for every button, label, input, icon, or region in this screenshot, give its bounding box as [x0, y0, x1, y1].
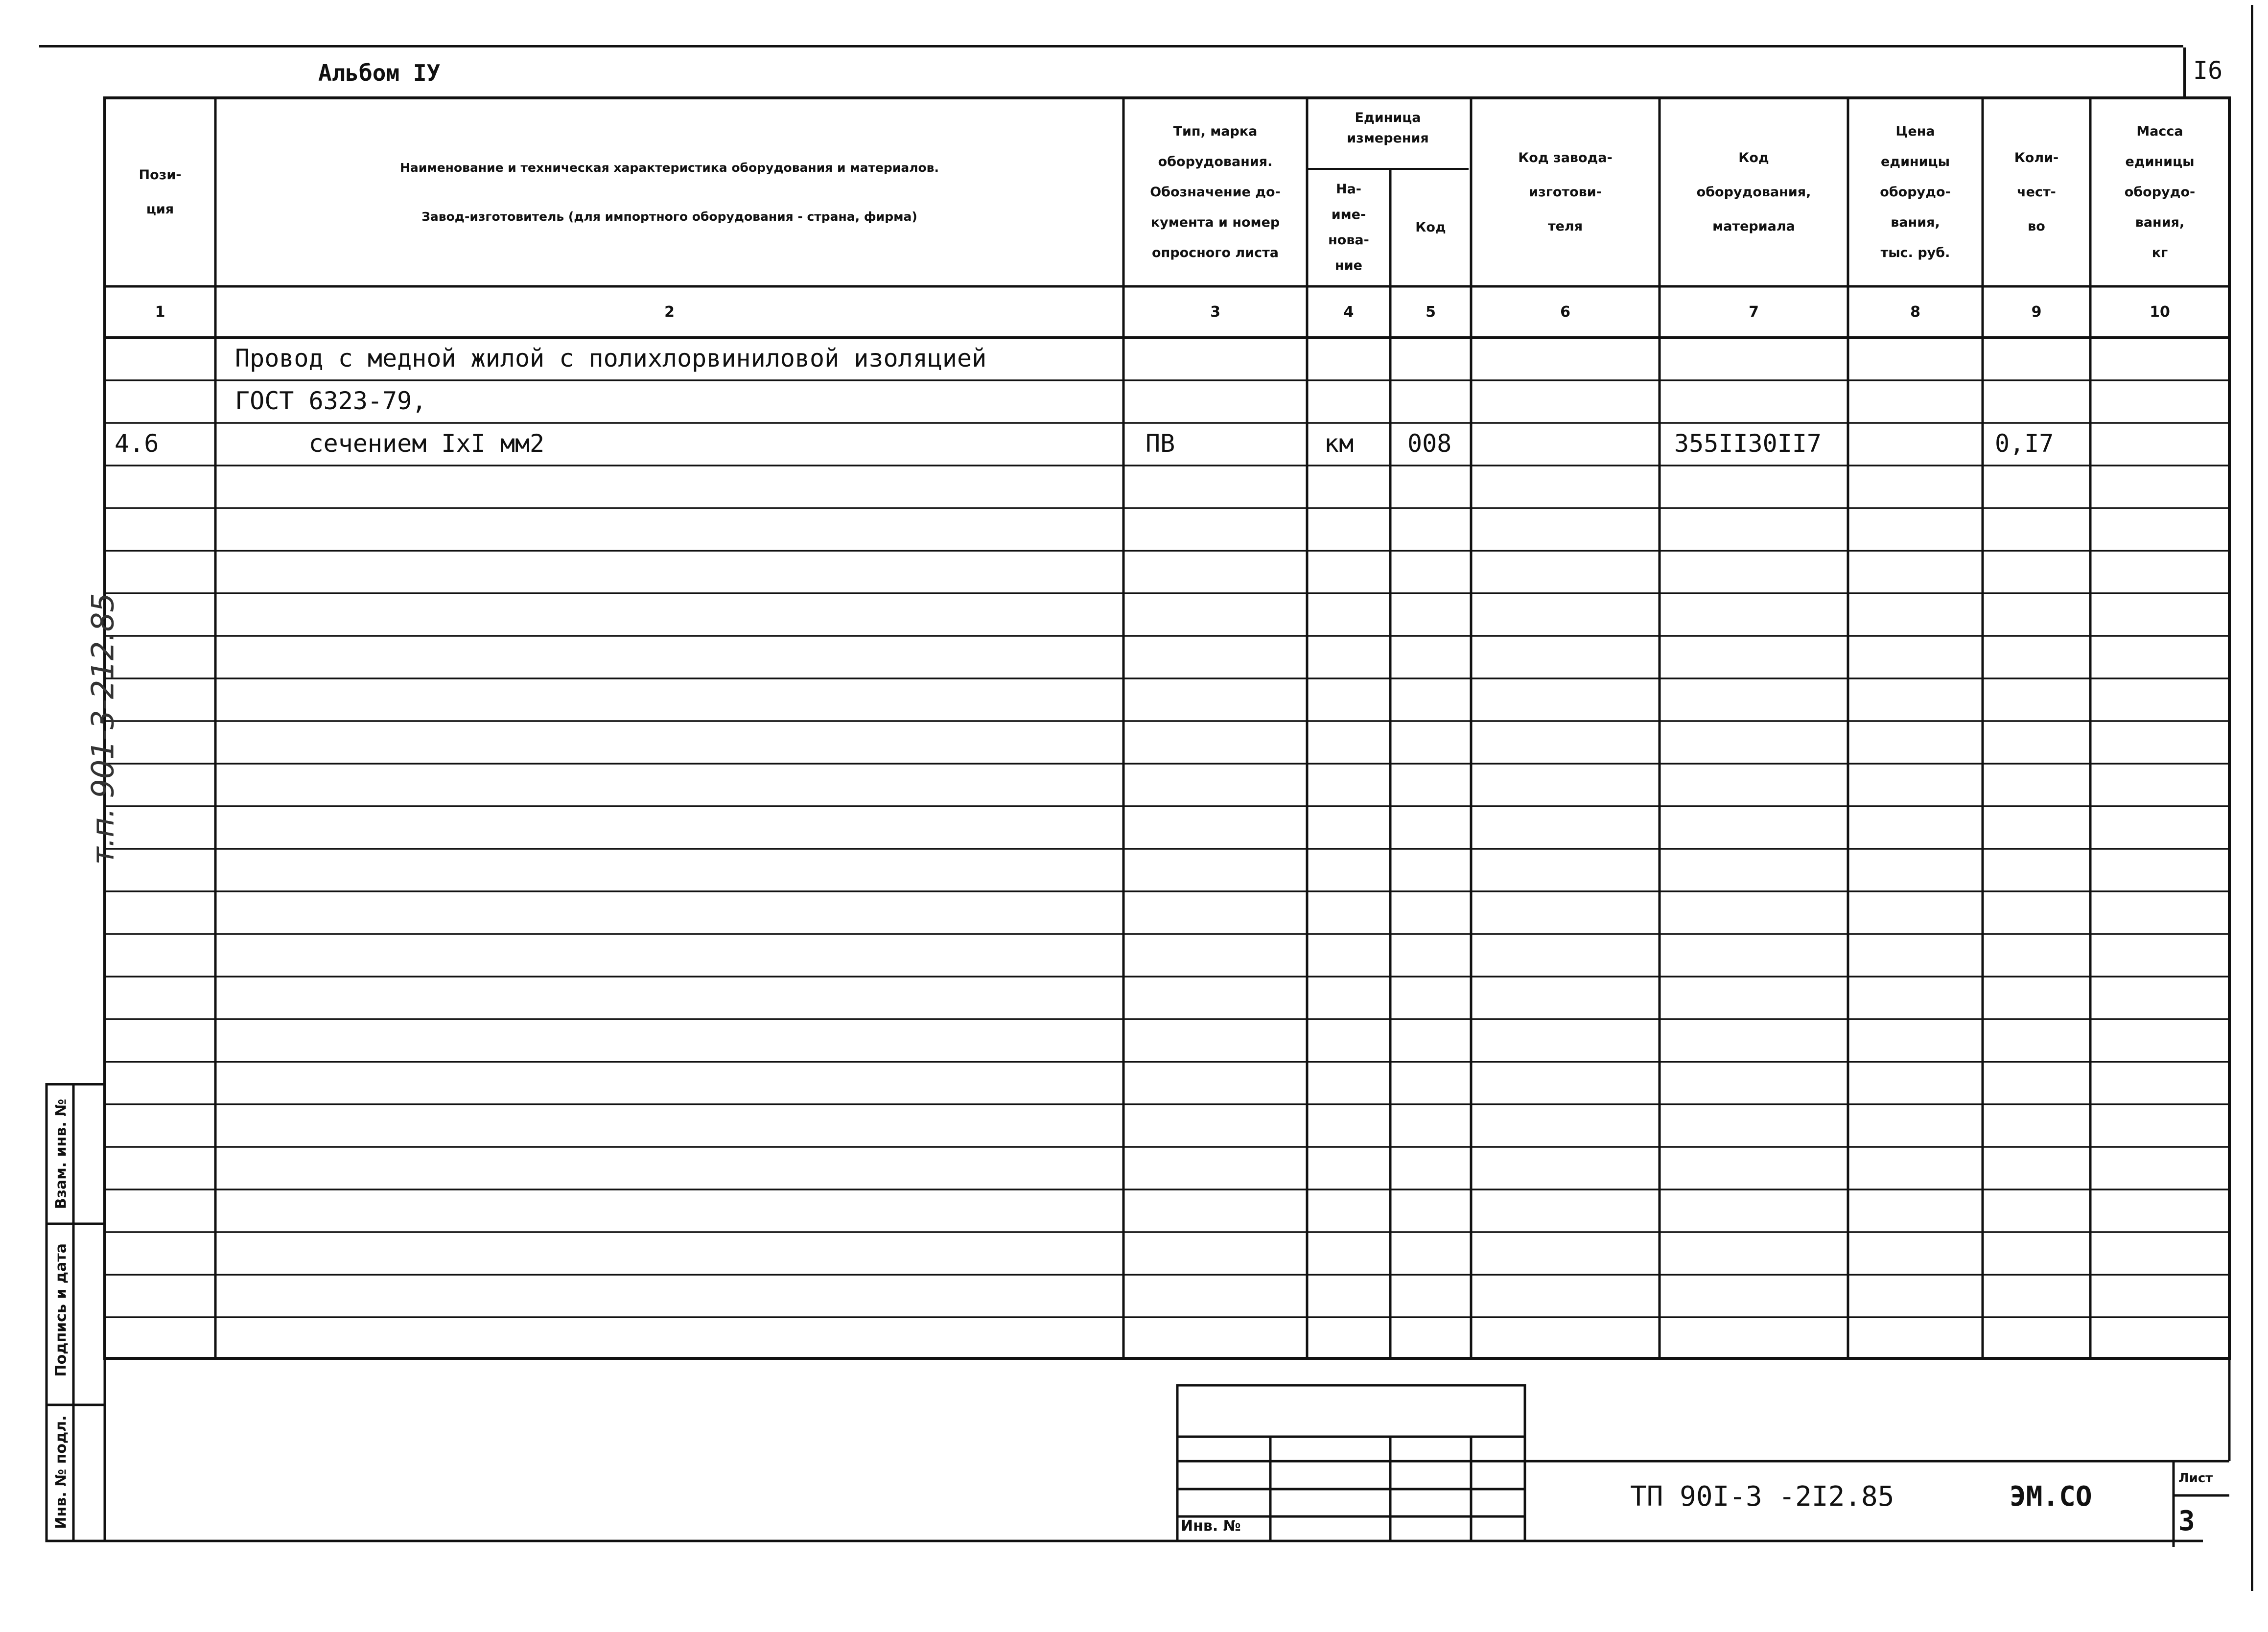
- column-header-line: Масса: [2136, 123, 2183, 139]
- unit-group-title: Единица измерения: [1347, 110, 1429, 146]
- column-header-line: единицы: [1880, 154, 1950, 169]
- column-header-line: Коли-: [2014, 150, 2059, 165]
- column-header-line: оборудо-: [1880, 184, 1951, 200]
- sheet-number: 3: [2178, 1505, 2195, 1537]
- column-header-line: оборудования.: [1158, 154, 1273, 169]
- column-header-8: [1848, 98, 1983, 286]
- column-header-line: На-: [1335, 182, 1362, 197]
- column-header-line: материала: [1712, 218, 1795, 234]
- column-header-line: Наименование и техническая характеристика оборудования и материалов.: [399, 160, 939, 175]
- column-header-5: [1390, 169, 1471, 286]
- page-number: I6: [2193, 56, 2223, 85]
- column-header-2: [215, 98, 1123, 286]
- sheet-label: Лист: [2178, 1471, 2213, 1486]
- column-header-line: теля: [1547, 218, 1583, 234]
- section-code: ЭМ.СО: [2010, 1481, 2092, 1513]
- cell-pos: 4.6: [115, 429, 159, 458]
- column-header-7: [1660, 98, 1848, 286]
- column-header-line: вания,: [2135, 214, 2185, 230]
- column-header-line: оборудо-: [2124, 184, 2196, 200]
- vzam-inv-label: Взам. инв. №: [52, 1098, 70, 1210]
- column-header-line: кг: [2151, 245, 2168, 260]
- column-header-line: единицы: [2125, 154, 2195, 169]
- column-number-9: 9: [2031, 303, 2042, 321]
- column-header-9: [1983, 98, 2090, 286]
- column-header-line: име-: [1331, 207, 1366, 222]
- column-header-line: тыс. руб.: [1880, 245, 1950, 260]
- side-stamp: т.п. 901-3-212.85: [85, 593, 121, 865]
- document-code: ТП 90I-3 -2I2.85: [1630, 1481, 1894, 1513]
- inv-podl-label: Инв. № подл.: [52, 1415, 70, 1529]
- column-header-3: [1123, 98, 1307, 286]
- cell-unit: км: [1324, 429, 1354, 458]
- column-header-1: [105, 98, 215, 286]
- column-number-7: 7: [1749, 303, 1759, 321]
- column-header-line: нова-: [1328, 233, 1369, 248]
- column-number-2: 2: [664, 303, 675, 321]
- column-number-5: 5: [1426, 303, 1436, 321]
- column-number-8: 8: [1910, 303, 1920, 321]
- inv-number-label: Инв. №: [1181, 1517, 1241, 1535]
- column-header-line: ция: [146, 201, 174, 217]
- column-number-4: 4: [1343, 303, 1354, 321]
- column-number-3: 3: [1210, 303, 1220, 321]
- column-header-line: Пози-: [139, 167, 182, 183]
- cell-name: сечением IxI мм2: [235, 429, 545, 458]
- column-header-line: кумента и номер: [1150, 214, 1280, 230]
- column-header-line: во: [2028, 218, 2045, 234]
- cell-unit-code: 008: [1407, 429, 1452, 458]
- column-header-line: Код: [1415, 220, 1446, 235]
- column-header-line: чест-: [2017, 184, 2056, 200]
- cell-qty: 0,I7: [1995, 429, 2054, 458]
- column-header-10: [2090, 98, 2229, 286]
- column-number-6: 6: [1560, 303, 1570, 321]
- cell-name: Провод с медной жилой с полихлорвиниловой изоляцией: [235, 344, 987, 373]
- column-header-line: ние: [1335, 258, 1362, 273]
- column-header-line: оборудования,: [1696, 184, 1811, 200]
- column-header-line: Завод-изготовитель (для импортного оборудования - страна, фирма): [421, 209, 917, 224]
- cell-name: ГОСТ 6323-79,: [235, 387, 427, 415]
- column-header-line: Цена: [1895, 123, 1935, 139]
- column-header-line: вания,: [1891, 214, 1940, 230]
- column-header-line: Обозначение до-: [1150, 184, 1281, 200]
- column-number-1: 1: [155, 303, 165, 321]
- column-header-6: [1471, 98, 1660, 286]
- column-header-line: Код: [1738, 150, 1769, 165]
- podpis-data-label: Подпись и дата: [52, 1243, 70, 1377]
- cell-type: ПВ: [1146, 429, 1175, 458]
- column-header-line: Код завода-: [1518, 150, 1613, 165]
- cell-code: 355II30II7: [1674, 429, 1822, 458]
- album-label: Альбом IУ: [318, 60, 441, 86]
- column-number-10: 10: [2150, 303, 2170, 321]
- column-header-line: Тип, марка: [1173, 123, 1258, 139]
- column-header-line: изготови-: [1529, 184, 1602, 200]
- column-header-4: [1307, 169, 1390, 286]
- column-header-line: опросного листа: [1152, 245, 1279, 260]
